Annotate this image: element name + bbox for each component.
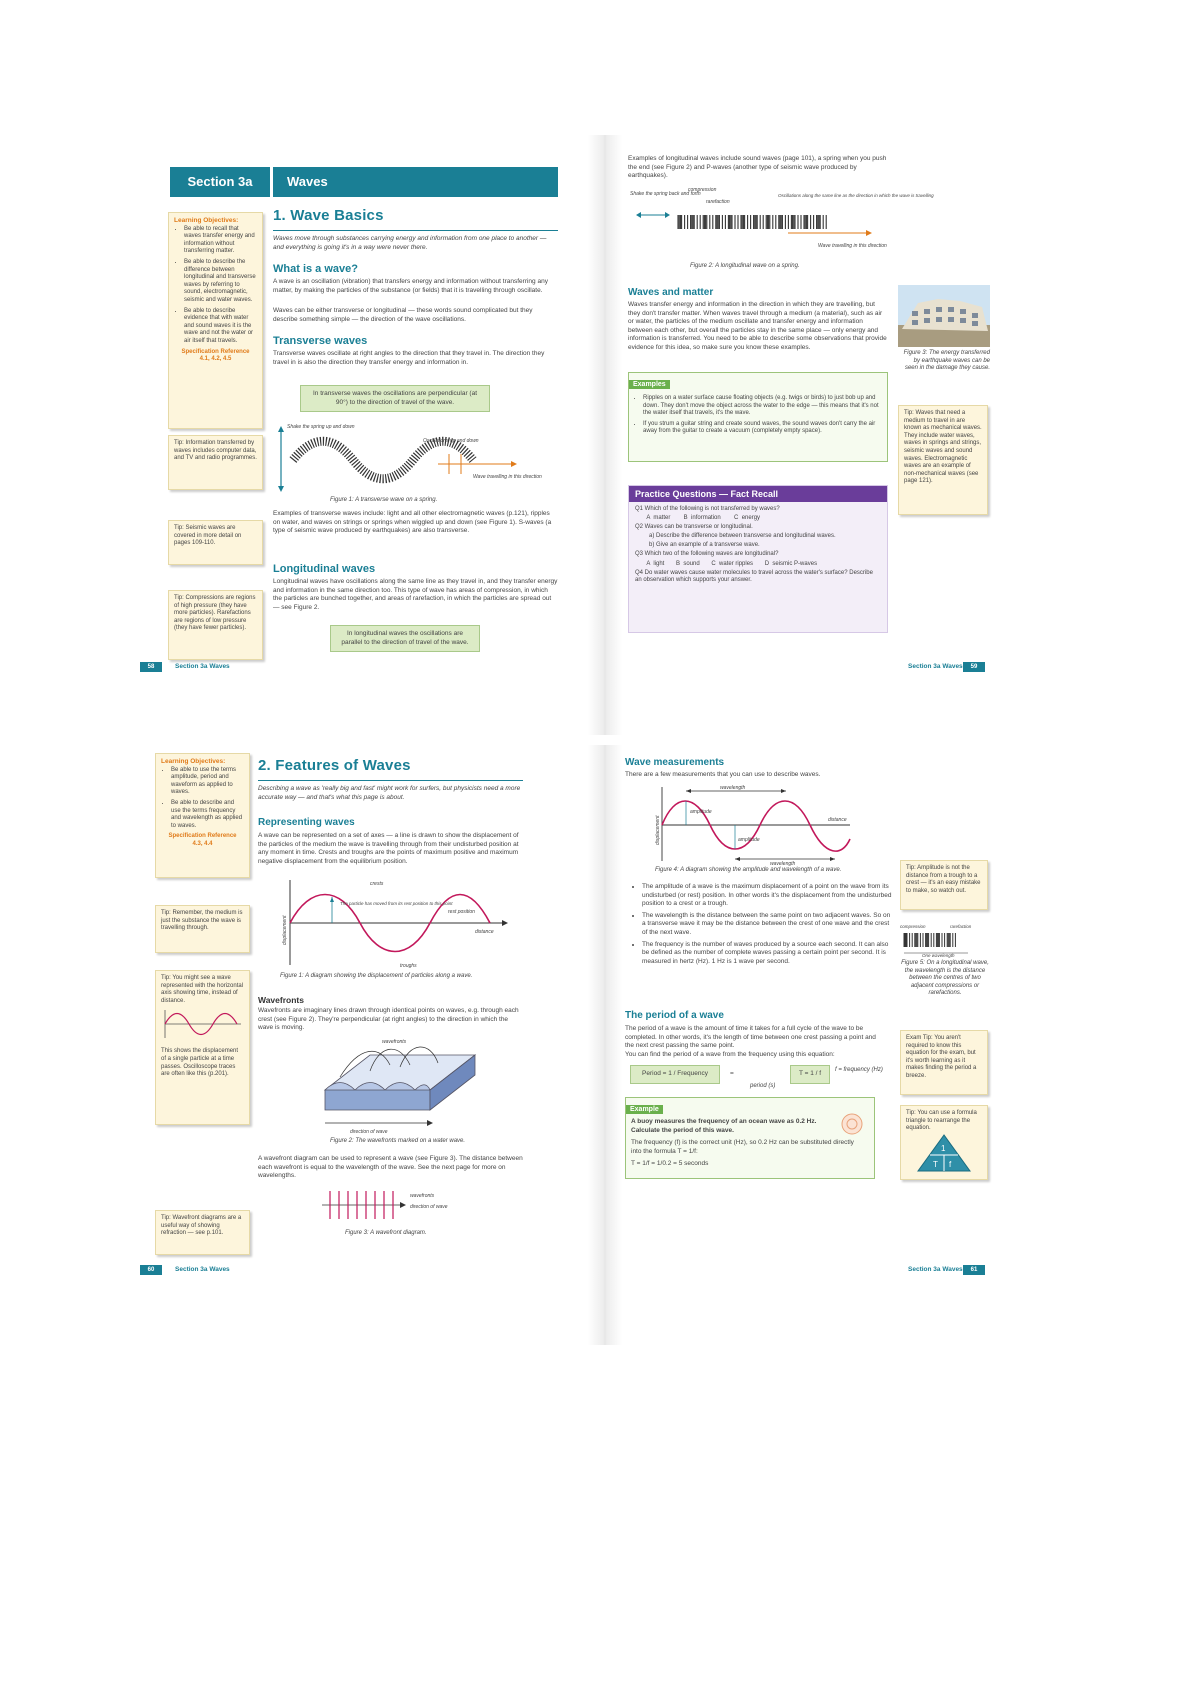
formula-triangle-icon (906, 1133, 982, 1173)
fig5-label-compression: compression (900, 924, 926, 929)
page-59 (620, 135, 1070, 735)
examples-tag: Examples (629, 380, 670, 389)
triangle-top: 1 (941, 1143, 946, 1153)
period-paragraph-1: The period of a wave is the amount of time it takes for a full cycle of the wave to be completed. In other words, it's the length of time between one crest passing a point and the next crest passing the same point. (625, 1025, 876, 1050)
spread-top (140, 135, 1070, 735)
measure-heading: Wave measurements (625, 757, 725, 768)
fig1-label-travel: Wave travelling in this direction (473, 474, 542, 480)
example-answer: T = 1/f = 1/0.2 = 5 seconds (631, 1160, 709, 1168)
page-58 (140, 135, 590, 735)
page-footer: Section 3a Waves (908, 663, 963, 670)
example-item: • Ripples on a water surface cause floating objects (e.g. twigs or birds) to just bob up and down. They don't move the object across the water to the edge — this means that it's not the water itself that travels, it's the wave. (643, 395, 887, 418)
objective: • Be able to describe evidence that with water and sound waves it is the wave and not the water or air itself that travels. (184, 308, 257, 346)
wavefronts-paragraph: Wavefronts are imaginary lines drawn through identical points on waves, e.g. through each crest (see Figure 2). They're perpendicular (at right angles) to the direction in which the wave is moving. (258, 1007, 519, 1032)
fig2-label-shake: Shake the spring back and forth (630, 191, 701, 197)
transverse-keybox: In transverse waves the oscillations are perpendicular (at 90°) to the direction of travel of the wave. (300, 385, 490, 412)
section-title-banner: Waves (273, 167, 558, 197)
tip-triangle-text: Tip: You can use a formula triangle to rearrange the equation. (906, 1110, 977, 1132)
example-question: A buoy measures the frequency of an ocean wave as 0.2 Hz. Calculate the period of this wave. (631, 1118, 817, 1134)
chapter-intro: Describing a wave as 'really big and fast' might work for surfers, but physicists need a more accurate way — and that's what this page is about. (258, 785, 521, 801)
tip-medium: Tip: Remember, the medium is just the substance the wave is travelling through. (155, 905, 250, 953)
fig1-label-particle: The particle has moved from its rest position to this point (340, 901, 453, 906)
bullet-wavelength: • The wavelength is the distance between the same point on two adjacent waves. So on a transverse wave it may be the distance between the crest of one wave and the crest of the next wave. (642, 912, 892, 938)
objectives-list (161, 767, 244, 831)
question-list (629, 502, 887, 590)
page-number: 58 (140, 662, 162, 672)
matter-paragraph: Waves transfer energy and information in the direction in which they are travelling, but they don't transfer matter. When waves travel through a medium (a material), such as air or water, the particles of the medium oscillate and transfer energy and information between each other, but overall the particles stay in the same place — only energy and information is transferred. You need to be able to describe some observations that provide evidence for this idea, so make sure you know these examples. (628, 301, 887, 351)
page-footer: Section 3a Waves (908, 1266, 963, 1273)
measurements-list (630, 883, 892, 969)
tip-time-axis-text: Tip: You might see a wave represented with the horizontal axis showing time, instead of distance. (161, 975, 244, 1004)
page-number: 60 (140, 1265, 162, 1275)
examples-list (629, 395, 887, 436)
example-tag: Example (626, 1105, 663, 1114)
figure-longitudinal-wavelength (898, 923, 990, 957)
fig2-label-wavefronts: wavefronts (382, 1039, 407, 1045)
bullet-frequency: • The frequency is the number of waves produced by a source each second. It can also be defined as the number of complete waves passing a certain point per second. It is measured in hertz (Hz). 1 Hz is 1 wave per second. (642, 941, 892, 967)
figure-transverse-spring (273, 420, 558, 495)
fig5-label-wavelength: One wavelength (922, 953, 955, 958)
period-heading: The period of a wave (625, 1010, 724, 1021)
fig1-label-troughs: troughs (400, 963, 417, 969)
page-footer: Section 3a Waves (175, 663, 230, 670)
fig4-label-wavelength-top: wavelength (720, 785, 746, 791)
fig1-label-crests: crests (370, 881, 384, 887)
page-footer: Section 3a Waves (175, 1266, 230, 1273)
bullet-amplitude: • The amplitude of a wave is the maximum displacement of a point on the wave from its undisturbed (or rest) position. In other words it's the displacement from the undisturbed position to a crest or a trough. (642, 883, 892, 909)
transverse-paragraph: Transverse waves oscillate at right angles to the direction that they travel in. The direction they travel in is also the direction they transfer energy and information in. (273, 350, 545, 366)
equation-label-period: period (s) (750, 1083, 776, 1089)
fig1-label-displacement: displacement (282, 915, 288, 945)
longitudinal-keybox: In longitudinal waves the oscillations are parallel to the direction of travel of the wave. (330, 625, 480, 652)
fig1-label-distance: distance (475, 929, 494, 935)
photo-caption: Figure 3: The energy transferred by earthquake waves can be seen in the damage they cause. (903, 350, 990, 372)
wavefronts-heading: Wavefronts (258, 995, 304, 1005)
example-box (625, 1097, 875, 1179)
triangle-left: T (933, 1159, 938, 1169)
photo-earthquake-damage (898, 285, 990, 347)
title-rule (258, 780, 523, 781)
objective: • Be able to recall that waves transfer energy and information without transferring matter. (184, 226, 257, 256)
gutter (588, 745, 622, 1345)
fig2-label-travel: Wave travelling in this direction (818, 243, 887, 249)
tip-time-axis (155, 970, 250, 1125)
transverse-examples: Examples of transverse waves include: light and all other electromagnetic waves (p.121), ripples on water, and waves on strings or springs when wiggled up and down (see Figure 1). S-waves (a type of seismic wave produced by earthquakes) are also transverse. (273, 510, 552, 535)
fig4-caption: Figure 4: A diagram showing the amplitude and wavelength of a wave. (655, 867, 842, 873)
fig5-caption: Figure 5: On a longitudinal wave, the wavelength is the distance between the centres of two adjacent compressions or rarefactions. (901, 960, 989, 997)
tip-information: Tip: Information transferred by waves includes computer data, and TV and radio programmes. (168, 435, 263, 490)
fig3-caption: Figure 3: A wavefront diagram. (345, 1230, 427, 1236)
question-line: Q3 Which two of the following waves are longitudinal? (635, 551, 779, 558)
fig1-caption: Figure 1: A diagram showing the displacement of particles along a wave. (280, 973, 473, 979)
triangle-right: f (949, 1159, 952, 1169)
fig3-label-direction: direction of wave (410, 1204, 448, 1210)
question-line: A light B sound C water ripples D seismic P-waves (635, 560, 818, 567)
fig2-label-direction: direction of wave (350, 1129, 388, 1135)
tip-seismic: Tip: Seismic waves are covered in more detail on pages 109-110. (168, 520, 263, 565)
example-item: • If you strum a guitar string and create sound waves, the sound waves don't carry the air away from the guitar to create a vacuum (completely empty space). (643, 421, 887, 436)
practice-questions (628, 485, 888, 633)
fig4-label-displacement: displacement (655, 815, 661, 845)
longitudinal-paragraph: Longitudinal waves have oscillations along the same line as they travel in, and they transfer energy and information in the same direction too. This type of wave has areas of compression, in which the particles are bunched together, and areas of rarefaction, in which the particles are spread out — see Figure 2. (273, 578, 558, 611)
practice-questions-title: Practice Questions — Fact Recall (629, 486, 887, 502)
buoy-icon (840, 1112, 864, 1136)
tip-wavefront-diagrams: Tip: Wavefront diagrams are a useful way of showing refraction — see p.101. (155, 1210, 250, 1255)
spec-ref-label: Specification Reference (181, 348, 250, 355)
representing-heading: Representing waves (258, 817, 355, 828)
examples-box (628, 372, 888, 462)
question-line: Q4 Do water waves cause water molecules to travel across the water's surface? Describe an observation which supports your answer. (635, 569, 873, 584)
equation-symbol: T = 1 / f (790, 1065, 830, 1084)
objective: • Be able to use the terms amplitude, period and waveform as applied to waves. (171, 767, 244, 797)
transverse-heading: Transverse waves (273, 335, 368, 347)
page-number: 61 (963, 1265, 985, 1275)
figure-wave-measurements (650, 783, 860, 865)
spread-bottom (140, 745, 1070, 1345)
spec-ref: 4.1, 4.2, 4.5 (199, 356, 232, 363)
equation-equals: = (730, 1070, 734, 1077)
tip-compressions: Tip: Compressions are regions of high pressure (they have more particles). Rarefactions are regions of low pressure (they have fewer particles). (168, 590, 263, 660)
measure-intro: There are a few measurements that you can use to describe waves. (625, 771, 821, 778)
objectives-box (168, 212, 263, 429)
objective: • Be able to describe the difference between longitudinal and transverse waves by referring to sound, electromagnetic, seismic and water waves. (184, 259, 257, 305)
representing-paragraph: A wave can be represented on a set of axes — a line is drawn to show the displacement of the particles of the medium the wave is travelling through from their undisturbed position at any moment in time. Crests and troughs are the points of maximum positive and maximum negative displacement from the equilibrium position. (258, 832, 519, 865)
figure-longitudinal-spring (628, 185, 934, 260)
question-line: Q1 Which of the following is not transferred by waves? (635, 506, 780, 512)
question-line: b) Give an example of a transverse wave. (649, 542, 760, 549)
objectives-box (155, 753, 250, 878)
exam-tip: Exam Tip: You aren't required to know this equation for the exam, but it's worth learning as it makes finding the period a breeze. (900, 1030, 988, 1095)
title-rule (273, 230, 558, 231)
what-is-paragraph-1: A wave is an oscillation (vibration) that transfers energy and information without transferring any matter, by making the particles of the substance (or fields) that it is travelling through oscillate. (273, 278, 548, 294)
figure-wavefronts-3d (310, 1035, 480, 1135)
objectives-title: Learning Objectives: (174, 217, 239, 224)
fig4-label-amplitude-2: amplitude (738, 837, 760, 843)
question-line: A matter B information C energy (635, 515, 761, 522)
equation-label-frequency: f = frequency (Hz) (835, 1067, 883, 1073)
page-60 (140, 745, 590, 1345)
fig2-label-rarefaction: rarefaction (706, 199, 730, 205)
fig4-label-amplitude-1: amplitude (690, 809, 712, 815)
objectives-title: Learning Objectives: (161, 758, 226, 765)
question-line: a) Describe the difference between transverse and longitudinal waves. (649, 533, 836, 540)
fig1-label-shake: Shake the spring up and down (287, 424, 355, 430)
what-is-paragraph-2: Waves can be either transverse or longitudinal — these words sound complicated but they describe something simple — the direction of the wave oscillations. (273, 307, 533, 323)
figure-wavefront-diagram (320, 1185, 470, 1225)
fig1-caption: Figure 1: A transverse wave on a spring. (330, 497, 438, 503)
fig3-label-wavefronts: wavefronts (410, 1193, 435, 1199)
objectives-list (174, 226, 257, 346)
wavefront-diagram-paragraph: A wavefront diagram can be used to represent a wave (see Figure 3). The distance between each wavefront is equal to the wavelength of the wave. See the next page for more on wavelengths. (258, 1155, 523, 1180)
example-working: The frequency (f) is the correct unit (Hz), so 0.2 Hz can be substituted directly into the formula T = 1/f: (631, 1139, 854, 1155)
fig2-label-oscillations: Oscillations along the same line as the direction in which the wave is travelling (778, 193, 934, 198)
tip-amplitude: Tip: Amplitude is not the distance from a trough to a crest — it's an easy mistake to make, so watch out. (900, 860, 988, 910)
figure-displacement-graph (280, 875, 510, 970)
page-61 (620, 745, 1070, 1345)
tip-formula-triangle (900, 1105, 988, 1180)
gutter (588, 135, 622, 735)
fig4-label-distance: distance (828, 817, 847, 823)
matter-heading: Waves and matter (628, 287, 714, 298)
tip-time-axis-text-2: This shows the displacement of a single particle at a time passes. Oscilloscope traces are often like this (p.201). (161, 1048, 239, 1078)
chapter-intro: Waves move through substances carrying energy and information from one place to another — and everything is going it's in a way were never there. (273, 235, 547, 251)
period-paragraph-2: You can find the period of a wave from the frequency using this equation: (625, 1051, 835, 1058)
section-banner: Section 3a (170, 167, 270, 197)
question-line: Q2 Waves can be transverse or longitudinal. (635, 524, 753, 531)
chapter-title: 2. Features of Waves (258, 757, 411, 774)
fig2-caption: Figure 2: A longitudinal wave on a spring. (690, 263, 800, 269)
what-is-heading: What is a wave? (273, 263, 358, 275)
fig4-label-wavelength-bottom: wavelength (770, 861, 796, 867)
fig2-label-compression: compression (688, 187, 717, 193)
page-number: 59 (963, 662, 985, 672)
fig5-label-rarefaction: rarefaction (950, 924, 972, 929)
longitudinal-heading: Longitudinal waves (273, 563, 376, 575)
fig1-label-rest: rest position (448, 909, 475, 915)
mini-wave-graph (161, 1008, 243, 1040)
spec-ref: 4.3, 4.4 (192, 840, 213, 847)
objective: • Be able to describe and use the terms frequency and wavelength as applied to waves. (171, 800, 244, 830)
tip-mechanical-waves: Tip: Waves that need a medium to travel in are known as mechanical waves. They include water waves, waves in springs and strings, seismic waves and sound waves. Electromagnetic waves are an example of non-mechanical waves (see page 121). (898, 405, 988, 515)
fig2-caption: Figure 2: The wavefronts marked on a water wave. (330, 1138, 466, 1144)
longitudinal-examples: Examples of longitudinal waves include sound waves (page 101), a spring when you push the end (see Figure 2) and P-waves (another type of seismic wave produced by earthquakes). (628, 155, 887, 180)
fig1-label-osc: Oscillations up and down (423, 438, 479, 444)
spec-ref-label: Specification Reference (168, 833, 237, 840)
chapter-title: 1. Wave Basics (273, 207, 384, 224)
equation-word: Period = 1 / Frequency (630, 1065, 720, 1084)
